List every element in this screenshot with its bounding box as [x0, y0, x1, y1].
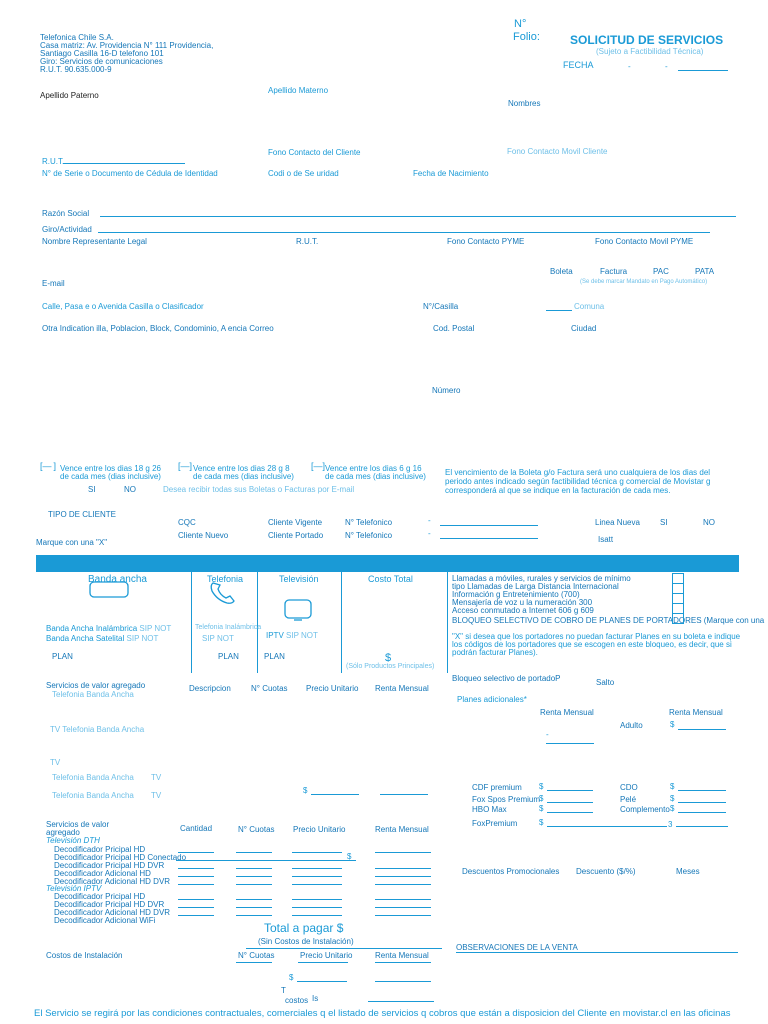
n-cuotas-header: N° Cuotas: [251, 684, 288, 693]
due-note-line3: corresponderá al que se indique en la facturación de cada mes.: [445, 486, 671, 495]
email-si-option[interactable]: SI: [88, 485, 96, 494]
hbo-field[interactable]: [547, 812, 593, 813]
banda-ancha-header: Banda ancha: [88, 574, 147, 585]
instalacion-field-3[interactable]: [375, 981, 431, 982]
due-option-2-box[interactable]: [—]: [178, 461, 193, 471]
representante-label: Nombre Representante Legal: [42, 237, 147, 246]
va-row-5: Telefonia Banda Ancha: [52, 791, 134, 800]
dollar: $: [670, 804, 675, 813]
block-checkbox-5[interactable]: [672, 613, 684, 624]
n-casilla-field[interactable]: [546, 310, 572, 311]
decoder-field[interactable]: [375, 915, 431, 916]
dollar: $: [539, 782, 544, 791]
due-option-1-line2: de cada mes (dias inclusive): [60, 472, 161, 481]
adulto-field[interactable]: [678, 729, 726, 730]
decoder-7: Decodificador Pricipal HD DVR: [54, 900, 165, 909]
n-cuotas-header: N° Cuotas: [238, 825, 275, 834]
decoder-field[interactable]: [375, 884, 431, 885]
renta-mensual-header: Renta Mensual: [375, 825, 429, 834]
complemento-field[interactable]: [678, 812, 726, 813]
fono-contacto-cliente-label: Fono Contacto del Cliente: [268, 148, 361, 157]
precio-unitario-header: Precio Unitario: [300, 951, 353, 960]
total-a-pagar: Total a pagar $: [264, 921, 344, 935]
renta-mensual-label-2: Renta Mensual: [540, 708, 594, 717]
n-casilla-label: N°/Casilla: [423, 302, 459, 311]
isatt-label: Isatt: [598, 535, 614, 544]
instalacion-field-2[interactable]: [297, 981, 347, 982]
router-icon: [88, 580, 132, 600]
decoder-field[interactable]: [236, 907, 272, 908]
foxpremium-field[interactable]: [547, 826, 667, 827]
tv-icon: [282, 598, 316, 624]
decoder-field[interactable]: [292, 915, 342, 916]
n-telefonico-field-2[interactable]: [440, 538, 538, 539]
total-t-label: T: [281, 986, 286, 995]
dollar: $: [670, 782, 675, 791]
hbo-max-label: HBO Max: [472, 805, 507, 814]
descuentos-label: Descuentos Promocionales: [462, 867, 560, 876]
dash: -: [546, 730, 549, 739]
giro-field[interactable]: [98, 232, 710, 233]
decoder-field[interactable]: [375, 907, 431, 908]
fono-movil-cliente-label: Fono Contacto Movil Cliente: [507, 147, 608, 156]
observaciones-label: OBSERVACIONES DE LA VENTA: [456, 943, 578, 952]
tv-va-label-2: agregado: [46, 828, 80, 837]
dollar: $: [670, 794, 675, 803]
bloqueo-note-2: los códigos de los portadores que se escogen en este bloqueo, es decir, que si: [452, 640, 732, 649]
foxpremium-label: FoxPremium: [472, 819, 518, 828]
decoder-field[interactable]: [178, 868, 214, 869]
dash: -: [428, 516, 431, 525]
costos-instalacion-label: Costos de Instalación: [46, 951, 123, 960]
fecha-separator: -: [628, 62, 631, 71]
tel-sip-not: SIP NOT: [202, 634, 234, 643]
info-line-3: Información g Entretenimiento (700): [452, 590, 580, 599]
costos-label: costos: [285, 996, 309, 1005]
company-giro: Giro: Servicios de comunicaciones: [40, 57, 163, 66]
fecha-label: FECHA: [563, 60, 594, 70]
pele-field[interactable]: [678, 802, 726, 803]
decoder-3: Decodificador Pricipal HD DVR: [54, 861, 165, 870]
due-option-3-line2: de cada mes (dias inclusive): [325, 472, 426, 481]
rut-field[interactable]: [63, 163, 185, 164]
due-option-1-line1: Vence entre los dias 18 g 26: [60, 464, 161, 473]
column-divider: [341, 572, 342, 673]
decoder-field[interactable]: [375, 852, 431, 853]
tel-inalambrica-label: Telefonia Inalámbrica: [195, 624, 262, 631]
numero-label: Número: [432, 386, 461, 395]
tv-plan-label: PLAN: [264, 652, 285, 661]
folio-label: Folio:: [513, 31, 540, 43]
va-row-3: TV: [50, 758, 61, 767]
va-row-4: Telefonia Banda Ancha: [52, 773, 134, 782]
no-label: N°: [514, 18, 527, 30]
adulto-label: Adulto: [620, 721, 643, 730]
cliente-portado-option[interactable]: Cliente Portado: [268, 531, 324, 540]
ba-satelital-label: Banda Ancha Satelital SIP NOT: [46, 634, 159, 643]
va-row-4-tv: TV: [151, 773, 162, 782]
footer-terms: El Servicio se regirá por las condiciones contractuales, comerciales q el listado de servicios q cobros que están a disposicion del Cliente en movistar.cl en las oficinas: [34, 1008, 731, 1019]
decoder-field[interactable]: [236, 915, 272, 916]
info-line-5: Acceso conmutado a Internet 606 g 609: [452, 606, 594, 615]
telefonia-header: Telefonia: [207, 574, 244, 584]
observaciones-field[interactable]: [456, 952, 738, 953]
va-renta-field[interactable]: [380, 794, 428, 795]
tipo-cliente-label: TIPO DE CLIENTE: [48, 510, 117, 519]
n-cuotas-header: N° Cuotas: [238, 951, 275, 960]
mandato-note: (Se debe marcar Mandato en Pago Automático): [580, 279, 708, 285]
tv-va-label-1: Servicios de valor: [46, 820, 110, 829]
tv-dth-label: Televisión DTH: [46, 836, 100, 845]
bloqueo-note-3: podrán facturar Planes).: [452, 648, 538, 657]
is-label: Is: [312, 994, 319, 1003]
decoder-field[interactable]: [176, 860, 356, 861]
decoder-1: Decodificador Pricipal HD: [54, 845, 146, 854]
cqc-option[interactable]: CQC: [178, 518, 196, 527]
tv-iptv-label: Televisión IPTV: [46, 884, 102, 893]
column-divider: [191, 572, 192, 673]
info-line-4: Mensajería de voz u la numeración 300: [452, 598, 593, 607]
company-rut: R.U.T. 90.635.000-9: [40, 65, 112, 74]
company-address: Casa matriz: Av. Providencia N° 111 Providencia,: [40, 41, 214, 50]
va-row-5-tv: TV: [151, 791, 162, 800]
descripcion-header: Descripcion: [189, 684, 231, 693]
due-note-line2: periodo antes indicado según factibilidad técnica g comercial de Movistar g: [445, 477, 711, 486]
n-telefonico-label: N° Telefonico: [345, 531, 393, 540]
dollar: $: [539, 794, 544, 803]
due-option-2-line1: Vence entre los dias 28 g 8: [193, 464, 290, 473]
representante-rut-label: R.U.T.: [296, 237, 319, 246]
column-divider: [257, 572, 258, 673]
planes-field[interactable]: [546, 743, 594, 744]
bloqueo-note-1: "X" si desea que los portadores no puedan facturar Planes en su boleta e indique: [452, 632, 741, 641]
tel-plan-label: PLAN: [218, 652, 239, 661]
apellido-materno-label: Apellido Materno: [268, 86, 329, 95]
otra-indicacion-label: Otra Indication illa, Poblacion, Block, Condominio, A encia Correo: [42, 324, 274, 333]
due-option-3-line1: Vence entre los dias 6 g 16: [325, 464, 422, 473]
decoder-2: Decodificador Pricipal HD Conectado: [54, 853, 187, 862]
cantidad-header: Cantidad: [180, 824, 213, 833]
dash: -: [428, 529, 431, 538]
instalacion-dollar: $: [289, 973, 294, 982]
decoder-5: Decodificador Adicional HD DVR: [54, 877, 171, 886]
renta-mensual-label-3: Renta Mensual: [669, 708, 723, 717]
comuna-label: Comuna: [574, 302, 605, 311]
cdo-label: CDO: [620, 783, 638, 792]
dollar: $: [539, 804, 544, 813]
decoder-field[interactable]: [236, 899, 272, 900]
calle-label: Calle, Pasa e o Avenida Casilla o Clasificador: [42, 302, 204, 311]
premium-three: 3: [668, 820, 673, 829]
fox-field[interactable]: [547, 802, 593, 803]
va-row-2: TV Telefonia Banda Ancha: [50, 725, 145, 734]
email-no-option[interactable]: NO: [124, 485, 136, 494]
salto-label: Salto: [596, 678, 615, 687]
decoder-field[interactable]: [375, 899, 431, 900]
nombres-label: Nombres: [508, 99, 541, 108]
descuento-label: Descuento ($/%): [576, 867, 636, 876]
razon-social-label: Razón Social: [42, 209, 90, 218]
va-precio-field[interactable]: [311, 794, 359, 795]
tv-dollar: $: [347, 852, 352, 861]
valor-agregado-label: Servicios de valor agregado: [46, 681, 146, 690]
cdf-field[interactable]: [547, 790, 593, 791]
renta-mensual-header: Renta Mensual: [375, 951, 429, 960]
fono-pyme-label: Fono Contacto PYME: [447, 237, 525, 246]
n-telefonico-field-1[interactable]: [440, 525, 538, 526]
pata-label: PATA: [695, 267, 715, 276]
pele-label: Pelé: [620, 795, 637, 804]
bloqueo-title: BLOQUEO SELECTIVO DE COBRO DE PLANES DE PORTADORES (Marque con una: [452, 616, 765, 625]
instalacion-field[interactable]: [298, 962, 348, 963]
decoder-field[interactable]: [292, 876, 342, 877]
due-option-2-line2: de cada mes (dias inclusive): [193, 472, 294, 481]
cliente-nuevo-option[interactable]: Cliente Nuevo: [178, 531, 229, 540]
sin-costos-note: (Sin Costos de Instalación): [258, 937, 354, 946]
total-field[interactable]: [246, 948, 442, 949]
adulto-dollar: $: [670, 720, 675, 729]
decoder-field[interactable]: [178, 884, 214, 885]
email-question: Desea recibir todas sus Boletas o Facturas por E-mail: [163, 485, 355, 494]
decoder-field[interactable]: [178, 899, 214, 900]
giro-label: Giro/Actividad: [42, 225, 92, 234]
ba-inalambrica-label: Banda Ancha Inalámbrica SIP NOT: [46, 624, 172, 633]
boleta-label: Boleta: [550, 267, 573, 276]
decoder-field[interactable]: [292, 852, 342, 853]
codigo-seguridad-label: Codi o de Se uridad: [268, 169, 339, 178]
complemento-label: Complemento: [620, 805, 670, 814]
apellido-paterno-label: Apellido Paterno: [40, 91, 99, 100]
form-subtitle: (Sujeto a Factibilidad Técnica): [596, 47, 704, 56]
cdo-field[interactable]: [678, 790, 726, 791]
decoder-field[interactable]: [292, 899, 342, 900]
fecha-field[interactable]: [678, 70, 728, 71]
decoder-field[interactable]: [178, 907, 214, 908]
due-option-1-box[interactable]: [—]: [40, 461, 57, 471]
bloqueo-selectivo-label: Bloqueo selectivo de portadoP: [452, 674, 561, 683]
decoder-field[interactable]: [292, 907, 342, 908]
instalacion-field[interactable]: [375, 962, 431, 963]
column-divider: [447, 572, 448, 673]
dollar: $: [539, 818, 544, 827]
n-telefonico-label: N° Telefonico: [345, 518, 393, 527]
fono-movil-pyme-label: Fono Contacto Movil PYME: [595, 237, 694, 246]
linea-nueva-no[interactable]: NO: [703, 518, 715, 527]
ba-plan-label: PLAN: [52, 652, 73, 661]
decoder-field[interactable]: [236, 852, 272, 853]
decoder-field[interactable]: [178, 915, 214, 916]
cliente-vigente-option[interactable]: Cliente Vigente: [268, 518, 323, 527]
instalacion-field[interactable]: [236, 962, 272, 963]
fecha-nacimiento-label: Fecha de Nacimiento: [413, 169, 489, 178]
decoder-4: Decodificador Adicional HD: [54, 869, 151, 878]
costo-total-header: Costo Total: [368, 574, 413, 584]
planes-adicionales-label: Planes adicionales*: [457, 695, 527, 704]
decoder-9: Decodificador Adicional WiFi: [54, 916, 156, 925]
decoder-field[interactable]: [236, 868, 272, 869]
decoder-field[interactable]: [375, 876, 431, 877]
decoder-field[interactable]: [236, 884, 272, 885]
decoder-8: Decodificador Adicional HD DVR: [54, 908, 171, 917]
decoder-field[interactable]: [236, 876, 272, 877]
rut-label: R.U.T.: [42, 157, 65, 166]
decoder-field[interactable]: [178, 876, 214, 877]
info-line-1: Llamadas a móviles, rurales y servicios de mínimo: [452, 574, 631, 583]
info-line-2: tipo Llamadas de Larga Distancia Internacional: [452, 582, 619, 591]
factura-label: Factura: [600, 267, 628, 276]
due-option-3-box[interactable]: [—]: [311, 461, 326, 471]
va-row-1: Telefonia Banda Ancha: [52, 690, 134, 699]
cod-postal-label: Cod. Postal: [433, 324, 475, 333]
precio-unitario-header: Precio Unitario: [306, 684, 359, 693]
linea-nueva-si[interactable]: SI: [660, 518, 668, 527]
meses-label: Meses: [676, 867, 700, 876]
total-costos-field[interactable]: [368, 1001, 434, 1002]
renta-mensual-header: Renta Mensual: [375, 684, 429, 693]
phone-icon: [208, 580, 238, 606]
decoder-field[interactable]: [292, 884, 342, 885]
va-dollar: $: [303, 786, 308, 795]
company-casilla: Santiago Casilla 16-D telefono 101: [40, 49, 164, 58]
section-divider-bar: [36, 555, 739, 572]
ciudad-label: Ciudad: [571, 324, 597, 333]
sin-productos-note: (Sólo Productos Principales): [346, 663, 435, 670]
fox-sports-label: Fox Spos Premium: [472, 795, 541, 804]
linea-nueva-label: Linea Nueva: [595, 518, 640, 527]
razon-social-field[interactable]: [100, 216, 736, 217]
pac-label: PAC: [653, 267, 669, 276]
precio-unitario-header: Precio Unitario: [293, 825, 346, 834]
company-name: Telefonica Chile S.A.: [40, 33, 114, 42]
n-serie-label: N° de Serie o Documento de Cédula de Identidad: [42, 169, 218, 178]
form-title: SOLICITUD DE SERVICIOS: [570, 33, 724, 47]
decoder-field[interactable]: [375, 868, 431, 869]
marque-x-label: Marque con una "X": [36, 538, 108, 547]
decoder-6: Decodificador Pricipal HD: [54, 892, 146, 901]
due-note-line1: El vencimiento de la Boleta g/o Factura será uno cualquiera de los dias del: [445, 468, 711, 477]
decoder-field[interactable]: [178, 852, 214, 853]
fecha-separator: -: [665, 62, 668, 71]
television-header: Televisión: [279, 574, 319, 584]
decoder-field[interactable]: [292, 868, 342, 869]
costo-total-dollar: $: [385, 652, 392, 664]
email-label: E-mail: [42, 279, 65, 288]
cdf-premium-label: CDF premium: [472, 783, 522, 792]
foxpremium-field-2[interactable]: [676, 826, 728, 827]
iptv-label: IPTV SIP NOT: [266, 631, 318, 640]
